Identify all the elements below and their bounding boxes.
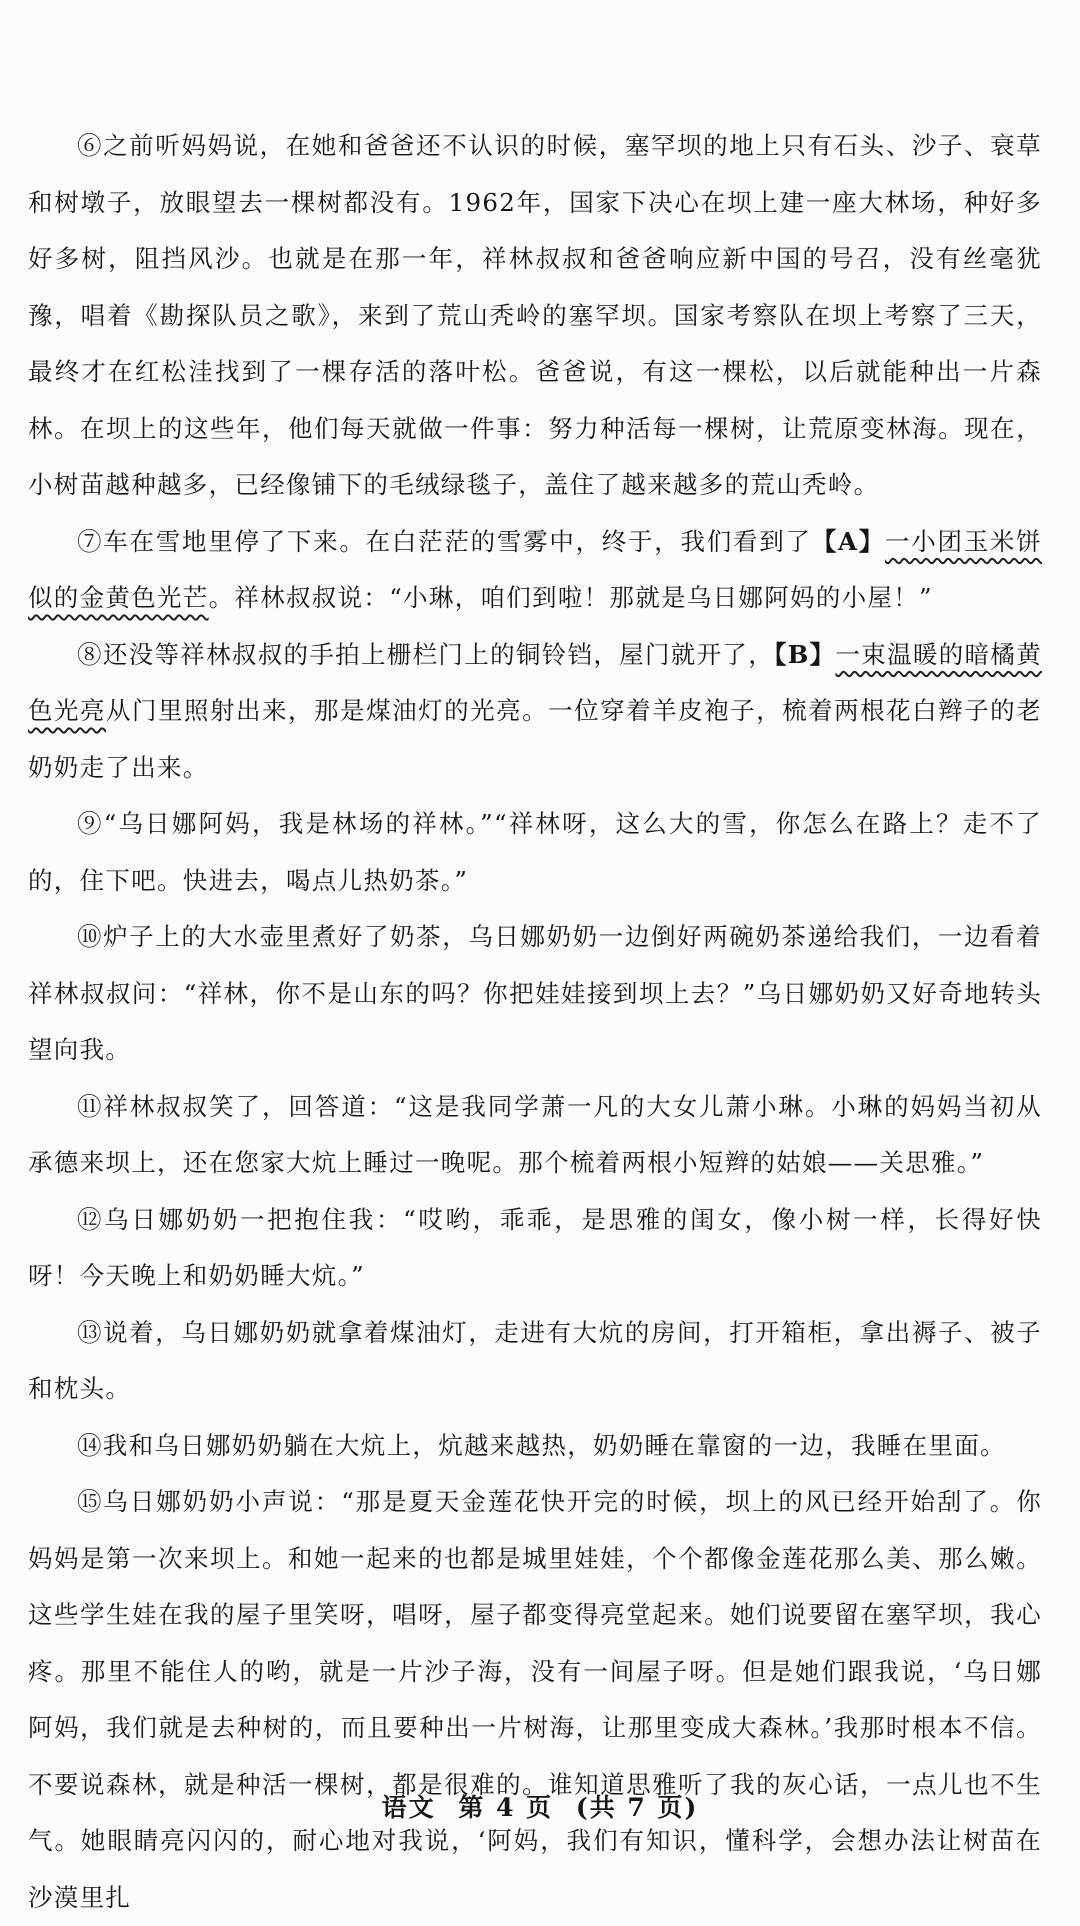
wavy-underlined-phrase-b: 一束温暖的暗橘黄色光亮 xyxy=(28,639,1043,725)
footer-subject: 语文 xyxy=(381,1793,436,1822)
paragraph-11: ⑪祥林叔叔笑了，回答道：“这是我同学萧一凡的大女儿萧小琳。小琳的妈妈当初从承德来坝上，还在您家大炕上睡过一晚呢。那个梳着两根小短辫的姑娘——关思雅。” xyxy=(28,1091,1042,1177)
paragraph-8-rest: 从门里照射出来，那是煤油灯的光亮。一位穿着羊皮袍子，梳着两根花白辫子的老奶奶走了出来。 xyxy=(28,696,1042,782)
paragraph-7-lead: ⑦车在雪地里停了下来。在白茫茫的雪雾中，终于，我们看到了 xyxy=(77,526,812,556)
wavy-underlined-phrase-a: 一小团玉米饼似的金黄色光芒 xyxy=(28,526,1042,612)
page-footer xyxy=(0,1788,1080,1824)
marker-b: 【B】 xyxy=(774,639,836,669)
paragraph-7-rest: 。祥林叔叔说：“小琳，咱们到啦！那就是乌日娜阿妈的小屋！” xyxy=(208,583,933,612)
paragraph-8-lead: ⑧还没等祥林叔叔的手拍上栅栏门上的铜铃铛，屋门就开了， xyxy=(77,639,775,669)
paragraph-6: ⑥之前听妈妈说，在她和爸爸还不认识的时候，塞罕坝的地上只有石头、沙子、衰草和树墩子，放眼望去一棵树都没有。1962年，国家下决心在坝上建一座大林场，种好多好多树，阻挡风沙。也就是在那一年，祥林叔叔和爸爸响应新中国的号召，没有丝毫犹豫，唱着《勘探队员之歌》，来到了荒山秃岭的塞罕坝。国家考察队在坝上考察了三天，最终才在红松洼找到了一棵存活的落叶松。爸爸说，有这一棵松，以后就能种出一片森林。在坝上的这些年，他们每天就做一件事：努力种活每一棵树，让荒原变林海。现在，小树苗越种越多，已经像铺下的毛绒绿毯子，盖住了越来越多的荒山秃岭。 xyxy=(28,131,1042,499)
paragraph-14: ⑭我和乌日娜奶奶躺在大炕上，炕越来越热，奶奶睡在靠窗的一边，我睡在里面。 xyxy=(77,1430,1006,1460)
paragraph-15: ⑮乌日娜奶奶小声说：“那是夏天金莲花快开完的时候，坝上的风已经开始刮了。你妈妈是第一次来坝上。和她一起来的也都是城里娃娃，个个都像金莲花那么美、那么嫩。这些学生娃在我的屋子里笑呀，唱呀，屋子都变得亮堂起来。她们说要留在塞罕坝，我心疼。那里不能住人的哟，就是一片沙子海，没有一间屋子呀。但是她们跟我说，‘乌日娜阿妈，我们就是去种树的，而且要种出一片树海，让那里变成大森林。’我那时根本不信。不要说森林，就是种活一棵树，都是很难的。谁知道思雅听了我的灰心话，一点儿也不生气。她眼睛亮闪闪的，耐心地对我说，‘阿妈，我们有知识，懂科学，会想办法让树苗在沙漠里扎 xyxy=(28,1487,1042,1912)
footer-page-total: (共 7 页) xyxy=(575,1793,699,1822)
paragraph-10: ⑩炉子上的大水壶里煮好了奶茶，乌日娜奶奶一边倒好两碗奶茶递给我们，一边看着祥林叔叔问：“祥林，你不是山东的吗？你把娃娃接到坝上去？”乌日娜奶奶又好奇地转头望向我。 xyxy=(28,922,1042,1064)
paragraph-12: ⑫乌日娜奶奶一把抱住我：“哎哟，乖乖，是思雅的闺女，像小树一样，长得好快呀！今天晚上和奶奶睡大炕。” xyxy=(28,1204,1042,1290)
paragraph-13: ⑬说着，乌日娜奶奶就拿着煤油灯，走进有大炕的房间，打开箱柜，拿出褥子、被子和枕头。 xyxy=(28,1317,1042,1403)
marker-a: 【A】 xyxy=(811,526,885,556)
footer-page-number: 第 4 页 xyxy=(458,1793,554,1822)
paragraph-9: ⑨“乌日娜阿妈，我是林场的祥林。”“祥林呀，这么大的雪，你怎么在路上？走不了的，住下吧。快进去，喝点儿热奶茶。” xyxy=(28,809,1042,895)
paragraph-8 xyxy=(28,627,1042,797)
paragraph-7 xyxy=(28,514,1042,627)
